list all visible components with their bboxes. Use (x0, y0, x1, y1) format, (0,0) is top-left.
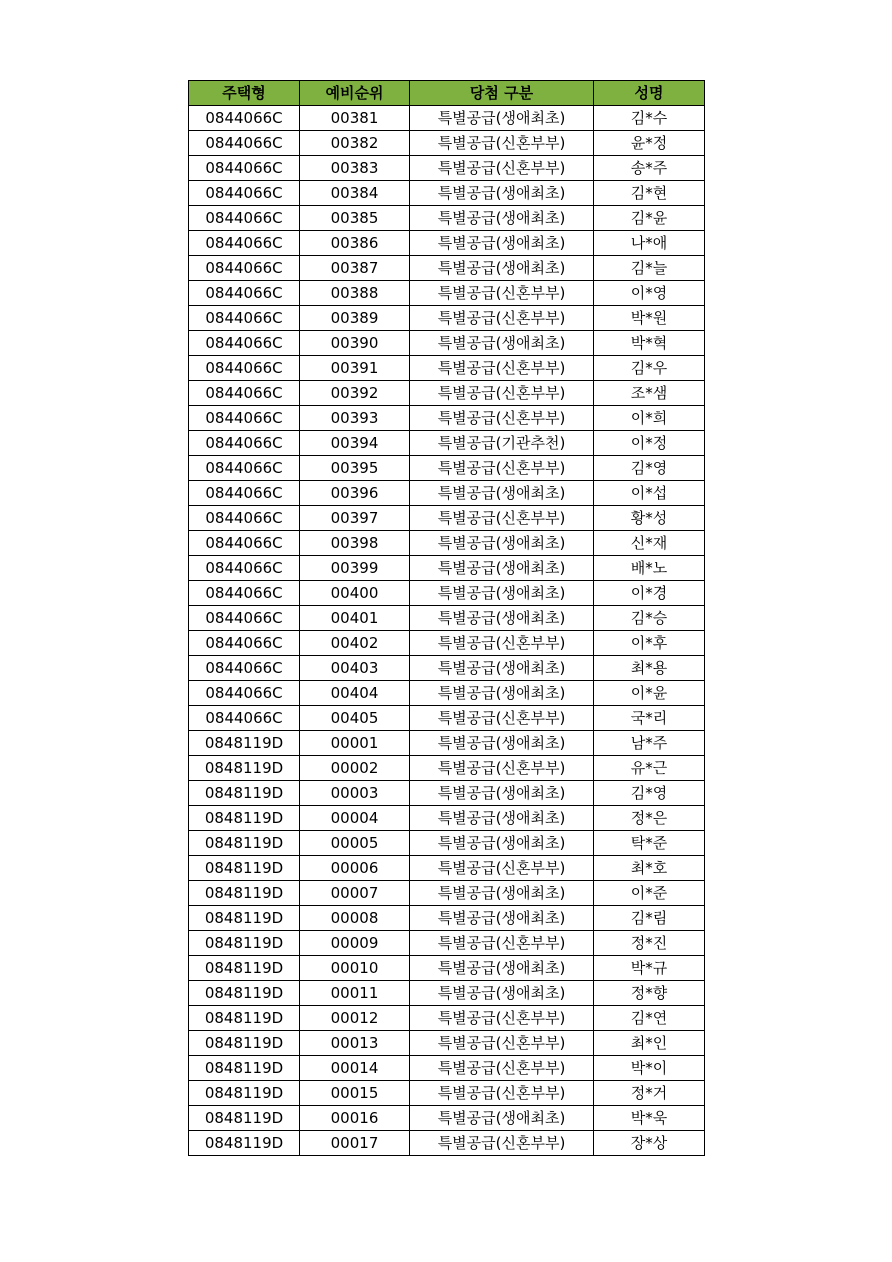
cell-reserve-rank: 00400 (300, 581, 410, 606)
cell-housing-type: 0844066C (189, 456, 300, 481)
cell-reserve-rank: 00005 (300, 831, 410, 856)
cell-reserve-rank: 00011 (300, 981, 410, 1006)
table-row (189, 881, 705, 906)
cell-name: 박*원 (594, 306, 705, 331)
cell-reserve-rank: 00395 (300, 456, 410, 481)
cell-reserve-rank: 00402 (300, 631, 410, 656)
header-housing-type: 주택형 (189, 81, 300, 106)
cell-name: 정*진 (594, 931, 705, 956)
header-name: 성명 (594, 81, 705, 106)
cell-name: 박*혁 (594, 331, 705, 356)
cell-name: 김*영 (594, 456, 705, 481)
cell-housing-type: 0848119D (189, 1006, 300, 1031)
cell-reserve-rank: 00403 (300, 656, 410, 681)
cell-winning-category: 특별공급(신혼부부) (410, 856, 594, 881)
table-row (189, 831, 705, 856)
cell-reserve-rank: 00401 (300, 606, 410, 631)
table-row (189, 756, 705, 781)
cell-reserve-rank: 00389 (300, 306, 410, 331)
cell-winning-category: 특별공급(신혼부부) (410, 356, 594, 381)
cell-name: 김*연 (594, 1006, 705, 1031)
cell-reserve-rank: 00017 (300, 1131, 410, 1156)
table-row (189, 1006, 705, 1031)
reserve-winner-table (188, 80, 705, 1156)
cell-housing-type: 0848119D (189, 781, 300, 806)
cell-name: 김*현 (594, 181, 705, 206)
cell-reserve-rank: 00006 (300, 856, 410, 881)
cell-housing-type: 0848119D (189, 906, 300, 931)
cell-name: 김*윤 (594, 206, 705, 231)
cell-name: 정*거 (594, 1081, 705, 1106)
cell-housing-type: 0844066C (189, 481, 300, 506)
table-row (189, 906, 705, 931)
table-row (189, 706, 705, 731)
cell-housing-type: 0848119D (189, 1081, 300, 1106)
table-row (189, 1056, 705, 1081)
cell-housing-type: 0844066C (189, 656, 300, 681)
cell-housing-type: 0844066C (189, 581, 300, 606)
cell-housing-type: 0844066C (189, 106, 300, 131)
cell-housing-type: 0848119D (189, 731, 300, 756)
header-winning-category: 당첨 구분 (410, 81, 594, 106)
header-reserve-rank: 예비순위 (300, 81, 410, 106)
cell-winning-category: 특별공급(신혼부부) (410, 281, 594, 306)
cell-reserve-rank: 00014 (300, 1056, 410, 1081)
cell-housing-type: 0844066C (189, 531, 300, 556)
table-row (189, 256, 705, 281)
table-row (189, 1081, 705, 1106)
cell-reserve-rank: 00384 (300, 181, 410, 206)
cell-reserve-rank: 00397 (300, 506, 410, 531)
table-row (189, 981, 705, 1006)
cell-housing-type: 0848119D (189, 856, 300, 881)
cell-winning-category: 특별공급(신혼부부) (410, 506, 594, 531)
header-row (189, 81, 705, 106)
cell-name: 최*호 (594, 856, 705, 881)
cell-housing-type: 0844066C (189, 181, 300, 206)
cell-name: 이*준 (594, 881, 705, 906)
cell-winning-category: 특별공급(생애최초) (410, 731, 594, 756)
cell-housing-type: 0844066C (189, 231, 300, 256)
table-row (189, 456, 705, 481)
cell-housing-type: 0848119D (189, 1031, 300, 1056)
table-row (189, 731, 705, 756)
cell-winning-category: 특별공급(생애최초) (410, 206, 594, 231)
cell-name: 김*수 (594, 106, 705, 131)
table-row (189, 431, 705, 456)
cell-housing-type: 0844066C (189, 631, 300, 656)
cell-name: 황*성 (594, 506, 705, 531)
cell-reserve-rank: 00391 (300, 356, 410, 381)
table-row (189, 856, 705, 881)
cell-reserve-rank: 00004 (300, 806, 410, 831)
cell-name: 김*영 (594, 781, 705, 806)
cell-name: 이*정 (594, 431, 705, 456)
cell-winning-category: 특별공급(생애최초) (410, 531, 594, 556)
table-row (189, 956, 705, 981)
table-row (189, 531, 705, 556)
table-row (189, 406, 705, 431)
cell-name: 최*인 (594, 1031, 705, 1056)
cell-reserve-rank: 00009 (300, 931, 410, 956)
table-row (189, 106, 705, 131)
cell-name: 김*늘 (594, 256, 705, 281)
cell-housing-type: 0844066C (189, 506, 300, 531)
cell-reserve-rank: 00003 (300, 781, 410, 806)
cell-winning-category: 특별공급(생애최초) (410, 581, 594, 606)
cell-reserve-rank: 00010 (300, 956, 410, 981)
cell-housing-type: 0844066C (189, 206, 300, 231)
cell-winning-category: 특별공급(생애최초) (410, 181, 594, 206)
cell-winning-category: 특별공급(생애최초) (410, 681, 594, 706)
cell-name: 남*주 (594, 731, 705, 756)
cell-winning-category: 특별공급(신혼부부) (410, 1031, 594, 1056)
cell-winning-category: 특별공급(신혼부부) (410, 631, 594, 656)
cell-winning-category: 특별공급(생애최초) (410, 906, 594, 931)
cell-winning-category: 특별공급(신혼부부) (410, 1081, 594, 1106)
cell-winning-category: 특별공급(신혼부부) (410, 156, 594, 181)
cell-reserve-rank: 00008 (300, 906, 410, 931)
cell-reserve-rank: 00393 (300, 406, 410, 431)
cell-winning-category: 특별공급(신혼부부) (410, 1131, 594, 1156)
cell-housing-type: 0848119D (189, 956, 300, 981)
table-row (189, 806, 705, 831)
table-row (189, 581, 705, 606)
cell-name: 이*희 (594, 406, 705, 431)
cell-reserve-rank: 00405 (300, 706, 410, 731)
cell-winning-category: 특별공급(생애최초) (410, 481, 594, 506)
cell-winning-category: 특별공급(신혼부부) (410, 1006, 594, 1031)
cell-housing-type: 0848119D (189, 756, 300, 781)
table-row (189, 481, 705, 506)
cell-housing-type: 0844066C (189, 556, 300, 581)
cell-housing-type: 0848119D (189, 1106, 300, 1131)
cell-winning-category: 특별공급(생애최초) (410, 781, 594, 806)
cell-name: 이*영 (594, 281, 705, 306)
cell-name: 나*애 (594, 231, 705, 256)
table-row (189, 156, 705, 181)
cell-reserve-rank: 00013 (300, 1031, 410, 1056)
cell-reserve-rank: 00398 (300, 531, 410, 556)
cell-reserve-rank: 00399 (300, 556, 410, 581)
cell-reserve-rank: 00012 (300, 1006, 410, 1031)
cell-reserve-rank: 00016 (300, 1106, 410, 1131)
table-row (189, 631, 705, 656)
cell-winning-category: 특별공급(신혼부부) (410, 306, 594, 331)
cell-winning-category: 특별공급(기관추천) (410, 431, 594, 456)
table-row (189, 281, 705, 306)
table-body (189, 106, 705, 1156)
cell-housing-type: 0848119D (189, 981, 300, 1006)
cell-winning-category: 특별공급(생애최초) (410, 956, 594, 981)
cell-name: 송*주 (594, 156, 705, 181)
cell-name: 박*욱 (594, 1106, 705, 1131)
cell-winning-category: 특별공급(생애최초) (410, 806, 594, 831)
table-row (189, 231, 705, 256)
cell-housing-type: 0844066C (189, 431, 300, 456)
table-row (189, 131, 705, 156)
table-row (189, 681, 705, 706)
cell-reserve-rank: 00385 (300, 206, 410, 231)
cell-name: 배*노 (594, 556, 705, 581)
cell-name: 신*재 (594, 531, 705, 556)
cell-name: 김*우 (594, 356, 705, 381)
cell-name: 이*윤 (594, 681, 705, 706)
cell-reserve-rank: 00392 (300, 381, 410, 406)
table-row (189, 606, 705, 631)
cell-winning-category: 특별공급(생애최초) (410, 981, 594, 1006)
cell-winning-category: 특별공급(신혼부부) (410, 756, 594, 781)
table-row (189, 506, 705, 531)
cell-reserve-rank: 00386 (300, 231, 410, 256)
cell-housing-type: 0844066C (189, 156, 300, 181)
cell-name: 조*샘 (594, 381, 705, 406)
cell-name: 탁*준 (594, 831, 705, 856)
cell-winning-category: 특별공급(생애최초) (410, 656, 594, 681)
cell-winning-category: 특별공급(생애최초) (410, 256, 594, 281)
cell-name: 장*상 (594, 1131, 705, 1156)
cell-winning-category: 특별공급(생애최초) (410, 556, 594, 581)
cell-reserve-rank: 00390 (300, 331, 410, 356)
cell-winning-category: 특별공급(신혼부부) (410, 456, 594, 481)
cell-name: 이*후 (594, 631, 705, 656)
cell-housing-type: 0844066C (189, 306, 300, 331)
cell-winning-category: 특별공급(생애최초) (410, 606, 594, 631)
cell-winning-category: 특별공급(생애최초) (410, 331, 594, 356)
cell-housing-type: 0848119D (189, 806, 300, 831)
cell-name: 윤*정 (594, 131, 705, 156)
cell-name: 박*이 (594, 1056, 705, 1081)
table-row (189, 181, 705, 206)
table-row (189, 931, 705, 956)
cell-name: 박*규 (594, 956, 705, 981)
cell-housing-type: 0844066C (189, 406, 300, 431)
cell-winning-category: 특별공급(생애최초) (410, 881, 594, 906)
cell-housing-type: 0844066C (189, 256, 300, 281)
cell-winning-category: 특별공급(생애최초) (410, 106, 594, 131)
cell-housing-type: 0844066C (189, 281, 300, 306)
cell-reserve-rank: 00404 (300, 681, 410, 706)
cell-name: 정*향 (594, 981, 705, 1006)
table-row (189, 656, 705, 681)
cell-reserve-rank: 00383 (300, 156, 410, 181)
cell-reserve-rank: 00007 (300, 881, 410, 906)
cell-winning-category: 특별공급(생애최초) (410, 1106, 594, 1131)
table-row (189, 356, 705, 381)
cell-winning-category: 특별공급(생애최초) (410, 831, 594, 856)
cell-housing-type: 0848119D (189, 931, 300, 956)
cell-reserve-rank: 00396 (300, 481, 410, 506)
cell-housing-type: 0844066C (189, 681, 300, 706)
cell-reserve-rank: 00002 (300, 756, 410, 781)
cell-name: 김*승 (594, 606, 705, 631)
cell-housing-type: 0844066C (189, 331, 300, 356)
cell-name: 김*림 (594, 906, 705, 931)
cell-reserve-rank: 00388 (300, 281, 410, 306)
cell-name: 국*리 (594, 706, 705, 731)
table-row (189, 381, 705, 406)
cell-reserve-rank: 00394 (300, 431, 410, 456)
cell-winning-category: 특별공급(신혼부부) (410, 131, 594, 156)
cell-name: 정*은 (594, 806, 705, 831)
cell-housing-type: 0844066C (189, 706, 300, 731)
cell-reserve-rank: 00015 (300, 1081, 410, 1106)
cell-housing-type: 0848119D (189, 1131, 300, 1156)
cell-housing-type: 0844066C (189, 381, 300, 406)
cell-reserve-rank: 00001 (300, 731, 410, 756)
cell-name: 유*근 (594, 756, 705, 781)
cell-housing-type: 0844066C (189, 131, 300, 156)
cell-housing-type: 0848119D (189, 881, 300, 906)
table-header (189, 81, 705, 106)
cell-reserve-rank: 00387 (300, 256, 410, 281)
table-row (189, 1031, 705, 1056)
cell-winning-category: 특별공급(신혼부부) (410, 706, 594, 731)
table-row (189, 556, 705, 581)
cell-housing-type: 0848119D (189, 831, 300, 856)
cell-name: 이*섭 (594, 481, 705, 506)
cell-winning-category: 특별공급(신혼부부) (410, 931, 594, 956)
cell-winning-category: 특별공급(신혼부부) (410, 1056, 594, 1081)
table-row (189, 206, 705, 231)
table-row (189, 1106, 705, 1131)
table-row (189, 306, 705, 331)
cell-housing-type: 0844066C (189, 606, 300, 631)
cell-winning-category: 특별공급(신혼부부) (410, 381, 594, 406)
table-row (189, 781, 705, 806)
cell-housing-type: 0848119D (189, 1056, 300, 1081)
cell-winning-category: 특별공급(생애최초) (410, 231, 594, 256)
cell-name: 이*경 (594, 581, 705, 606)
cell-housing-type: 0844066C (189, 356, 300, 381)
table-row (189, 1131, 705, 1156)
cell-winning-category: 특별공급(신혼부부) (410, 406, 594, 431)
cell-reserve-rank: 00382 (300, 131, 410, 156)
cell-name: 최*용 (594, 656, 705, 681)
table-row (189, 331, 705, 356)
cell-reserve-rank: 00381 (300, 106, 410, 131)
